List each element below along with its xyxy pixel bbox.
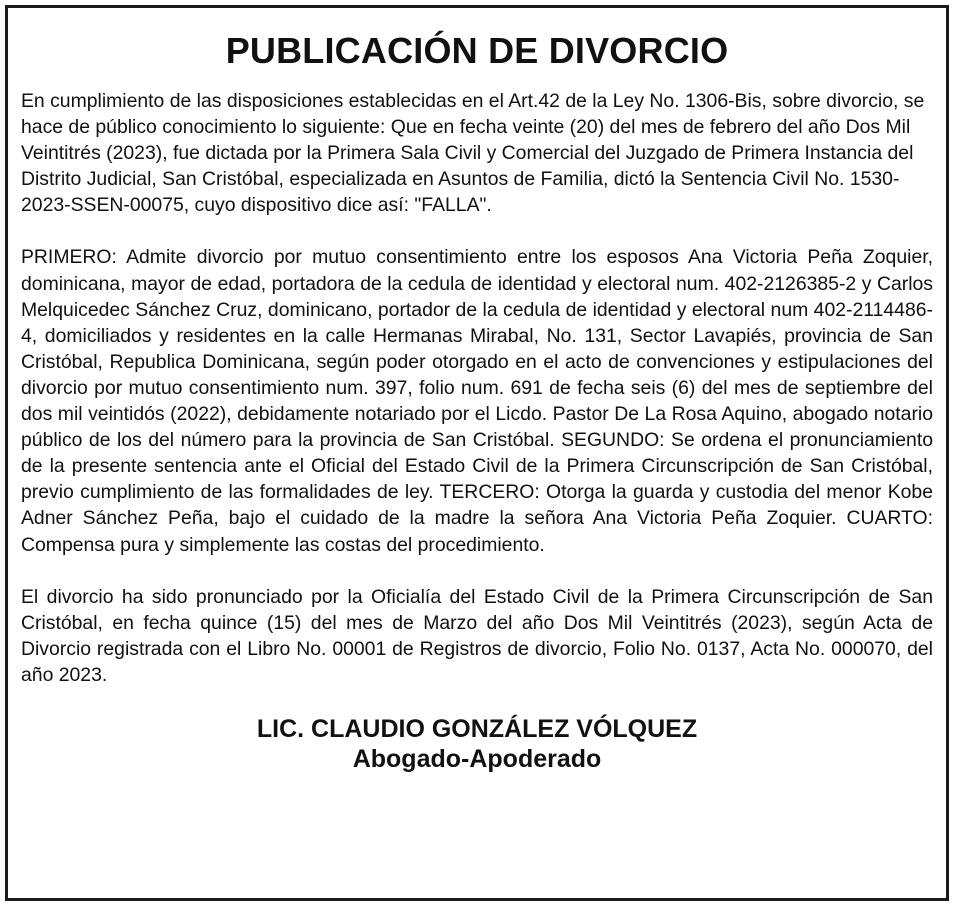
paragraph-registration: El divorcio ha sido pronunciado por la Oficialía del Estado Civil de la Primera Circunscripción de San Cristóbal, en fecha quince (15) del mes de Marzo del año Dos Mil Veintitrés (2023), según Acta de Divorcio registrada con el Libro No. 00001 de Registros de divorcio, Folio No. 0137, Acta No. 000070, del año 2023. xyxy=(21,585,933,686)
signatory-role: Abogado-Apoderado xyxy=(352,744,602,773)
paragraph-intro: En cumplimiento de las disposiciones establecidas en el Art.42 de la Ley No. 1306-Bis, sobre divorcio, se hace de público conocimiento lo siguiente: Que en fecha veinte (20) del mes de febrero del año Dos Mil Veintitrés (2023), fue dictada por la Primera Sala Civil y Comercial del Juzgado de Primera Instancia del Distrito Judicial, San Cristóbal, especializada en Asuntos de Familia, dictó la Sentencia Civil No. 1530-2023-SSEN-00075, cuyo dispositivo dice así: "FALLA". xyxy=(21,90,925,217)
divorce-notice xyxy=(5,5,949,901)
signature-block xyxy=(21,714,933,774)
paragraph-ruling: PRIMERO: Admite divorcio por mutuo consentimiento entre los esposos Ana Victoria Peña Zoquier, dominicana, mayor de edad, portadora de la cedula de identidad y electoral num. 402-2126385-2 y Carlos Melquicedec Sánchez Cruz, dominicano, portador de la cedula de identidad y electoral num 402-2114486-4, domiciliados y residentes en la calle Hermanas Mirabal, No. 131, Sector Lavapiés, provincia de San Cristóbal, Republica Dominicana, según poder otorgado en el acto de convenciones y estipulaciones del divorcio por mutuo consentimiento num. 397, folio num. 691 de fecha seis (6) del mes de septiembre del dos mil veintidós (2022), debidamente notariado por el Licdo. Pastor De La Rosa Aquino, abogado notario público de los del número para la provincia de San Cristóbal. SEGUNDO: Se ordena el pronunciamiento de la presente sentencia ante el Oficial del Estado Civil de la Primera Circunscripción de San Cristóbal, previo cumplimiento de las formalidades de ley. TERCERO: Otorga la guarda y custodia del menor Kobe Adner Sánchez Peña, bajo el cuidado de la madre la señora Ana Victoria Peña Zoquier. CUARTO: Compensa pura y simplemente las costas del procedimiento. xyxy=(21,246,933,556)
signatory-name: LIC. CLAUDIO GONZÁLEZ VÓLQUEZ xyxy=(256,714,698,743)
notice-title: PUBLICACIÓN DE DIVORCIO xyxy=(225,30,729,71)
notice-body xyxy=(21,88,933,688)
